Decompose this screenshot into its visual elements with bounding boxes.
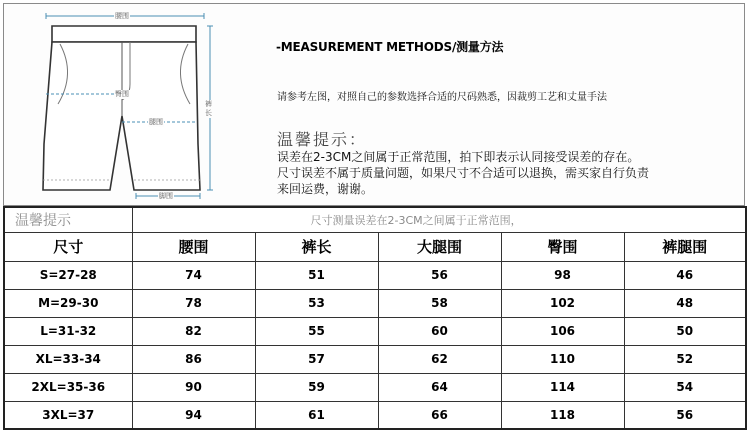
cell-leg-opening: 52 bbox=[624, 345, 746, 373]
column-header-hip: 臀围 bbox=[501, 232, 624, 261]
cell-waist: 86 bbox=[132, 345, 255, 373]
shorts-illustration bbox=[10, 4, 225, 207]
tips-line: 尺寸误差不属于质量问题，如果尺寸不合适可以退换，需买家自行负责 bbox=[277, 166, 650, 180]
cell-length: 55 bbox=[255, 317, 378, 345]
cell-hip: 118 bbox=[501, 401, 624, 429]
table-note-row bbox=[4, 207, 746, 232]
column-header-waist: 腰围 bbox=[132, 232, 255, 261]
cell-hip: 98 bbox=[501, 261, 624, 289]
cell-size: 3XL=37 bbox=[4, 401, 132, 429]
cell-leg-opening: 50 bbox=[624, 317, 746, 345]
length-dimension-label: 裤长 bbox=[205, 100, 212, 117]
tip-label: 温馨提示 bbox=[4, 207, 132, 232]
cell-length: 53 bbox=[255, 289, 378, 317]
table-row bbox=[4, 373, 746, 401]
column-header-leg-opening: 裤腿围 bbox=[624, 232, 746, 261]
cell-size: S=27-28 bbox=[4, 261, 132, 289]
cell-thigh: 66 bbox=[378, 401, 501, 429]
tips-line: 来回运费，谢谢。 bbox=[277, 182, 374, 196]
cell-waist: 82 bbox=[132, 317, 255, 345]
table-row bbox=[4, 317, 746, 345]
cell-leg-opening: 48 bbox=[624, 289, 746, 317]
tips-body bbox=[277, 149, 649, 197]
cell-waist: 90 bbox=[132, 373, 255, 401]
table-row bbox=[4, 289, 746, 317]
cell-waist: 78 bbox=[132, 289, 255, 317]
cell-hip: 106 bbox=[501, 317, 624, 345]
measurement-guide-text: 请参考左图，对照自己的参数选择合适的尺码熟悉，因裁剪工艺和丈量手法 bbox=[277, 92, 607, 103]
hem-dimension-label: 脚围 bbox=[159, 192, 173, 200]
cell-length: 57 bbox=[255, 345, 378, 373]
table-note: 尺寸测量误差在2-3CM之间属于正常范围， bbox=[132, 207, 746, 232]
cell-waist: 94 bbox=[132, 401, 255, 429]
cell-size: XL=33-34 bbox=[4, 345, 132, 373]
table-header-row bbox=[4, 232, 746, 261]
cell-thigh: 58 bbox=[378, 289, 501, 317]
cell-hip: 102 bbox=[501, 289, 624, 317]
waist-dimension-label: 腰围 bbox=[115, 12, 129, 20]
cell-hip: 110 bbox=[501, 345, 624, 373]
cell-size: 2XL=35-36 bbox=[4, 373, 132, 401]
column-header-length: 裤长 bbox=[255, 232, 378, 261]
hip-dimension-label: 臀围 bbox=[115, 90, 129, 98]
table-row bbox=[4, 261, 746, 289]
table-row bbox=[4, 401, 746, 429]
thigh-dimension-label: 腿围 bbox=[149, 118, 163, 126]
size-chart-table bbox=[3, 206, 747, 430]
cell-length: 61 bbox=[255, 401, 378, 429]
cell-thigh: 56 bbox=[378, 261, 501, 289]
tips-title: 温馨提示： bbox=[277, 130, 368, 149]
measurement-info-panel bbox=[3, 3, 745, 206]
cell-waist: 74 bbox=[132, 261, 255, 289]
cell-hip: 114 bbox=[501, 373, 624, 401]
table-row bbox=[4, 345, 746, 373]
cell-thigh: 62 bbox=[378, 345, 501, 373]
tips-line: 误差在2-3CM之间属于正常范围，拍下即表示认同接受误差的存在。 bbox=[277, 150, 640, 164]
cell-thigh: 60 bbox=[378, 317, 501, 345]
measurement-methods-title: -MEASUREMENT METHODS/测量方法 bbox=[276, 40, 504, 54]
cell-thigh: 64 bbox=[378, 373, 501, 401]
column-header-thigh: 大腿围 bbox=[378, 232, 501, 261]
cell-length: 51 bbox=[255, 261, 378, 289]
cell-length: 59 bbox=[255, 373, 378, 401]
cell-size: L=31-32 bbox=[4, 317, 132, 345]
size-rows bbox=[4, 261, 746, 429]
cell-size: M=29-30 bbox=[4, 289, 132, 317]
column-header-size: 尺寸 bbox=[4, 232, 132, 261]
shorts-diagram bbox=[10, 4, 225, 207]
cell-leg-opening: 56 bbox=[624, 401, 746, 429]
cell-leg-opening: 46 bbox=[624, 261, 746, 289]
cell-leg-opening: 54 bbox=[624, 373, 746, 401]
